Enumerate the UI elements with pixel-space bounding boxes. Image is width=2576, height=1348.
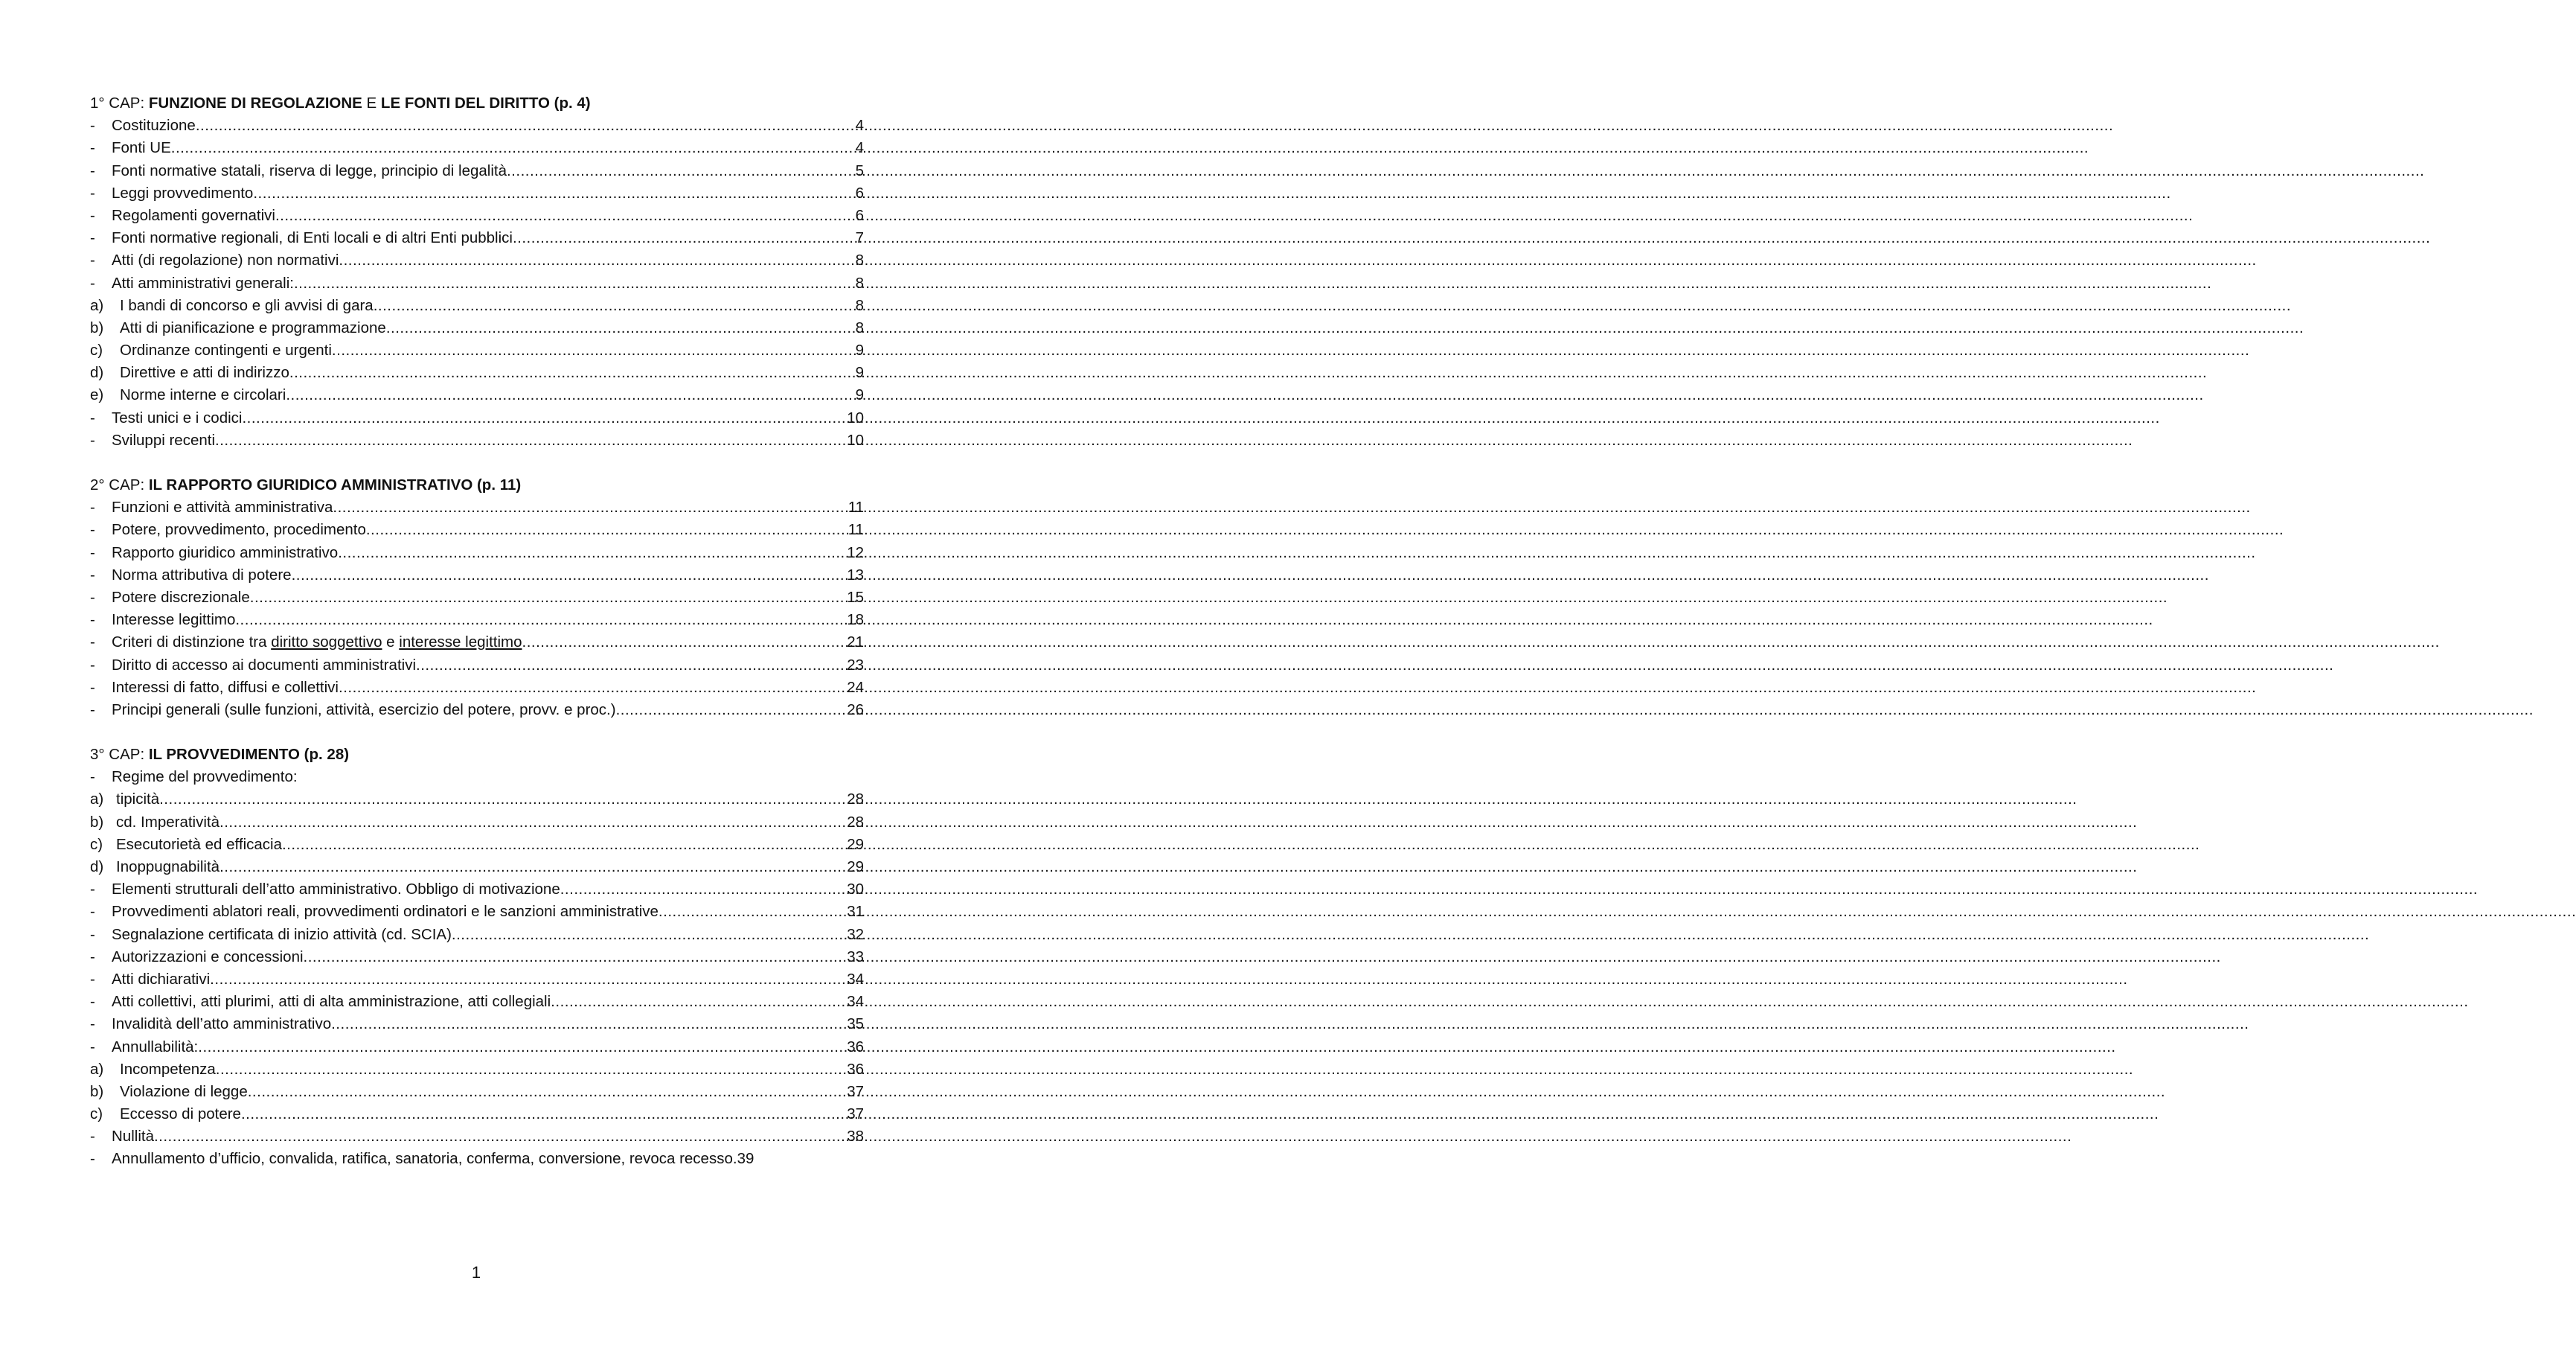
chapter-1 xyxy=(90,92,864,452)
toc-entry: - Potere, provvedimento, procedimento ..... 11 xyxy=(90,519,864,541)
toc-subentry: e) Norme interne e circolari ..... 9 xyxy=(90,384,864,406)
toc-subentry: a) tipicità ..... 28 xyxy=(90,788,864,811)
toc-entry: - Testi unici e i codici ..... 10 xyxy=(90,407,864,429)
toc-entry: - Provvedimenti ablatori reali, provvedimenti ordinatori e le sanzioni amministrative ..... 31 xyxy=(90,901,864,923)
toc-entry: - Fonti normative regionali, di Enti locali e di altri Enti pubblici ..... 7 xyxy=(90,227,864,249)
toc-entry: - Atti collettivi, atti plurimi, atti di alta amministrazione, atti collegiali ..... 34 xyxy=(90,991,864,1013)
toc-subentry: c) Ordinanze contingenti e urgenti ..... 9 xyxy=(90,339,864,362)
toc-subentry: a) Incompetenza ..... 36 xyxy=(90,1058,864,1081)
toc-entry: - Sviluppi recenti ..... 10 xyxy=(90,429,864,452)
chapter-title-second: LE FONTI DEL DIRITTO (p. 4) xyxy=(380,95,591,112)
toc-subentry: b) cd. Imperatività ..... 28 xyxy=(90,811,864,834)
toc-subentry: d) Direttive e atti di indirizzo ..... 9 xyxy=(90,362,864,384)
toc-entry: - Invalidità dell’atto amministrativo ..... 35 xyxy=(90,1013,864,1035)
underlined-term: diritto soggettivo xyxy=(271,633,382,651)
chapter-title: IL RAPPORTO GIURIDICO AMMINISTRATIVO (p. 11) xyxy=(148,476,522,494)
chapter-prefix: 1° CAP: xyxy=(90,95,149,112)
toc-entry: - Fonti normative statali, riserva di legge, principio di legalità ..... 5 xyxy=(90,160,864,182)
toc-subentry: c) Esecutorietà ed efficacia ..... 29 xyxy=(90,834,864,856)
toc-entry: - Elementi strutturali dell’atto amministrativo. Obbligo di motivazione ..... 30 xyxy=(90,878,864,901)
toc-entry: - Atti dichiarativi ..... 34 xyxy=(90,968,864,991)
toc-entry: - Atti amministrativi generali: ..... 8 xyxy=(90,272,864,295)
document-page xyxy=(0,0,952,1348)
chapter-title: IL PROVVEDIMENTO (p. 28) xyxy=(148,746,350,764)
toc-entry: - Criteri di distinzione tra diritto soggettivo e interesse legittimo ..... 21 xyxy=(90,631,864,654)
toc-entry: - Rapporto giuridico amministrativo ..... 12 xyxy=(90,542,864,564)
chapter-heading xyxy=(90,92,864,115)
toc-entry: - Potere discrezionale ..... 15 xyxy=(90,587,864,609)
chapter-joiner: E xyxy=(362,95,381,112)
chapter-heading xyxy=(90,744,864,766)
toc-entry: - Interesse legittimo ..... 18 xyxy=(90,609,864,631)
toc-entry: - Interessi di fatto, diffusi e collettivi ..... 24 xyxy=(90,677,864,699)
toc-entry: - Diritto di accesso ai documenti amministrativi ..... 23 xyxy=(90,654,864,677)
table-of-contents xyxy=(90,92,864,1193)
toc-entry: - Fonti UE ..... 4 xyxy=(90,137,864,159)
page-number: 1 xyxy=(471,1263,481,1282)
toc-entry: - Regime del provvedimento: xyxy=(90,768,298,786)
toc-entry: - Segnalazione certificata di inizio attività (cd. SCIA) ..... 32 xyxy=(90,924,864,946)
toc-entry: - Regolamenti governativi ..... 6 xyxy=(90,205,864,227)
toc-subentry: c) Eccesso di potere ..... 37 xyxy=(90,1103,864,1125)
toc-entry: - Atti (di regolazione) non normativi ..... 8 xyxy=(90,249,864,272)
chapter-3 xyxy=(90,744,864,1171)
toc-subentry: d) Inoppugnabilità ..... 29 xyxy=(90,856,864,878)
chapter-title: FUNZIONE DI REGOLAZIONE xyxy=(148,95,362,112)
toc-entry: - Principi generali (sulle funzioni, attività, esercizio del potere, provv. e proc.) ..... 26 xyxy=(90,699,864,721)
underlined-term: interesse legittimo xyxy=(399,633,522,651)
toc-entry: - Nullità ..... 38 xyxy=(90,1125,864,1148)
chapter-2 xyxy=(90,474,864,721)
toc-entry: - Funzioni e attività amministrativa ..... 11 xyxy=(90,496,864,519)
toc-entry: - Leggi provvedimento ..... 6 xyxy=(90,182,864,205)
toc-subentry: b) Violazione di legge ..... 37 xyxy=(90,1081,864,1103)
toc-subentry: a) I bandi di concorso e gli avvisi di gara ..... 8 xyxy=(90,295,864,317)
chapter-prefix: 2° CAP: xyxy=(90,476,149,494)
toc-entry: - Annullamento d’ufficio, convalida, ratifica, sanatoria, conferma, conversione, revoca recesso. 39 xyxy=(90,1150,754,1168)
chapter-prefix: 3° CAP: xyxy=(90,746,149,764)
toc-subentry: b) Atti di pianificazione e programmazione ..... 8 xyxy=(90,317,864,339)
toc-entry: - Autorizzazioni e concessioni ..... 33 xyxy=(90,946,864,968)
toc-entry: - Annullabilità: ..... 36 xyxy=(90,1036,864,1058)
chapter-heading xyxy=(90,474,864,496)
toc-entry: - Costituzione ..... 4 xyxy=(90,115,864,137)
toc-entry: - Norma attributiva di potere ..... 13 xyxy=(90,564,864,587)
